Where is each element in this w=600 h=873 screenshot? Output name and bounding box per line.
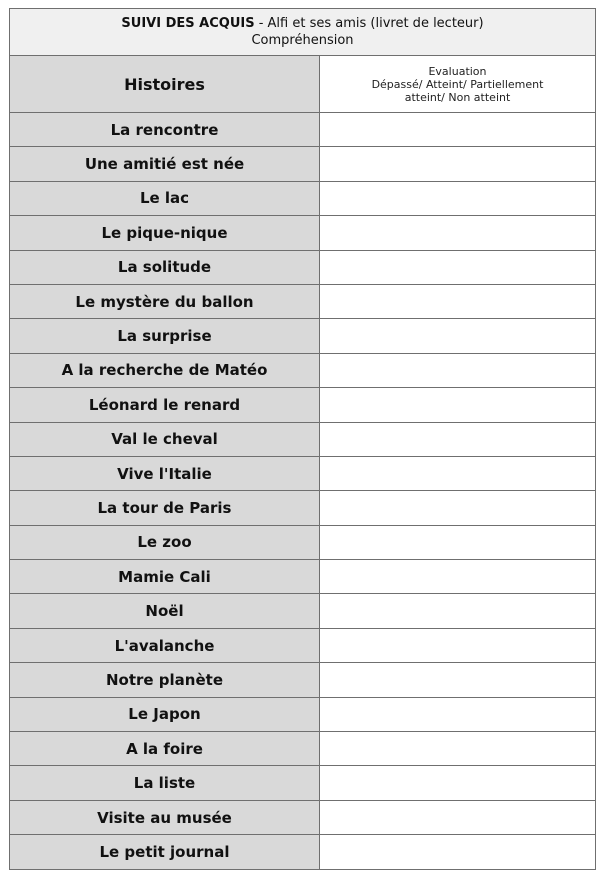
- evaluation-cell[interactable]: [320, 663, 596, 697]
- column-header-stories: Histoires: [10, 56, 320, 113]
- story-title: La rencontre: [10, 113, 320, 147]
- table-row: [10, 353, 596, 387]
- column-header-evaluation: [320, 56, 596, 113]
- evaluation-cell[interactable]: [320, 147, 596, 181]
- evaluation-cell[interactable]: [320, 800, 596, 834]
- table-row: [10, 250, 596, 284]
- story-title: Noël: [10, 594, 320, 628]
- story-title: La surprise: [10, 319, 320, 353]
- story-title: A la recherche de Matéo: [10, 353, 320, 387]
- evaluation-cell[interactable]: [320, 560, 596, 594]
- evaluation-cell[interactable]: [320, 732, 596, 766]
- story-title: La liste: [10, 766, 320, 800]
- table-row: [10, 697, 596, 731]
- table-row: [10, 216, 596, 250]
- table-row: [10, 388, 596, 422]
- evaluation-cell[interactable]: [320, 525, 596, 559]
- story-title: Le zoo: [10, 525, 320, 559]
- evaluation-cell[interactable]: [320, 697, 596, 731]
- table-row: [10, 663, 596, 697]
- evaluation-cell[interactable]: [320, 250, 596, 284]
- table-row: [10, 800, 596, 834]
- story-title: Vive l'Italie: [10, 456, 320, 490]
- title-rest: - Alfi et ses amis (livret de lecteur): [254, 16, 484, 31]
- story-title: Notre planète: [10, 663, 320, 697]
- story-title: Visite au musée: [10, 800, 320, 834]
- evaluation-cell[interactable]: [320, 491, 596, 525]
- table-title: [10, 9, 596, 56]
- story-rows: [10, 113, 596, 870]
- evaluation-cell[interactable]: [320, 766, 596, 800]
- title-bold: SUIVI DES ACQUIS: [121, 16, 255, 31]
- table-row: [10, 766, 596, 800]
- story-title: Le mystère du ballon: [10, 284, 320, 318]
- evaluation-cell[interactable]: [320, 216, 596, 250]
- evaluation-options: Dépassé/ Atteint/ Partiellement atteint/ Non atteint: [371, 77, 544, 104]
- evaluation-cell[interactable]: [320, 181, 596, 215]
- table-row: [10, 181, 596, 215]
- story-title: A la foire: [10, 732, 320, 766]
- table-row: [10, 319, 596, 353]
- evaluation-title: Evaluation: [428, 64, 487, 78]
- table-row: [10, 628, 596, 662]
- story-title: Le lac: [10, 181, 320, 215]
- table-row: [10, 732, 596, 766]
- evaluation-cell[interactable]: [320, 835, 596, 869]
- table-row: [10, 491, 596, 525]
- table-row: [10, 560, 596, 594]
- table-row: [10, 594, 596, 628]
- table-subtitle: Compréhension: [251, 33, 354, 48]
- story-title: Val le cheval: [10, 422, 320, 456]
- story-title: Le petit journal: [10, 835, 320, 869]
- evaluation-cell[interactable]: [320, 628, 596, 662]
- evaluation-cell[interactable]: [320, 388, 596, 422]
- story-title: La tour de Paris: [10, 491, 320, 525]
- table-row: [10, 284, 596, 318]
- evaluation-cell[interactable]: [320, 594, 596, 628]
- story-title: Mamie Cali: [10, 560, 320, 594]
- evaluation-cell[interactable]: [320, 319, 596, 353]
- story-title: Le Japon: [10, 697, 320, 731]
- story-title: L'avalanche: [10, 628, 320, 662]
- story-title: La solitude: [10, 250, 320, 284]
- story-title: Léonard le renard: [10, 388, 320, 422]
- story-title: Une amitié est née: [10, 147, 320, 181]
- tracking-table: [9, 8, 596, 870]
- table-row: [10, 525, 596, 559]
- table-row: [10, 422, 596, 456]
- story-title: Le pique-nique: [10, 216, 320, 250]
- evaluation-cell[interactable]: [320, 113, 596, 147]
- evaluation-cell[interactable]: [320, 422, 596, 456]
- evaluation-cell[interactable]: [320, 284, 596, 318]
- table-row: [10, 147, 596, 181]
- table-row: [10, 456, 596, 490]
- evaluation-cell[interactable]: [320, 353, 596, 387]
- table-row: [10, 113, 596, 147]
- table-row: [10, 835, 596, 869]
- evaluation-cell[interactable]: [320, 456, 596, 490]
